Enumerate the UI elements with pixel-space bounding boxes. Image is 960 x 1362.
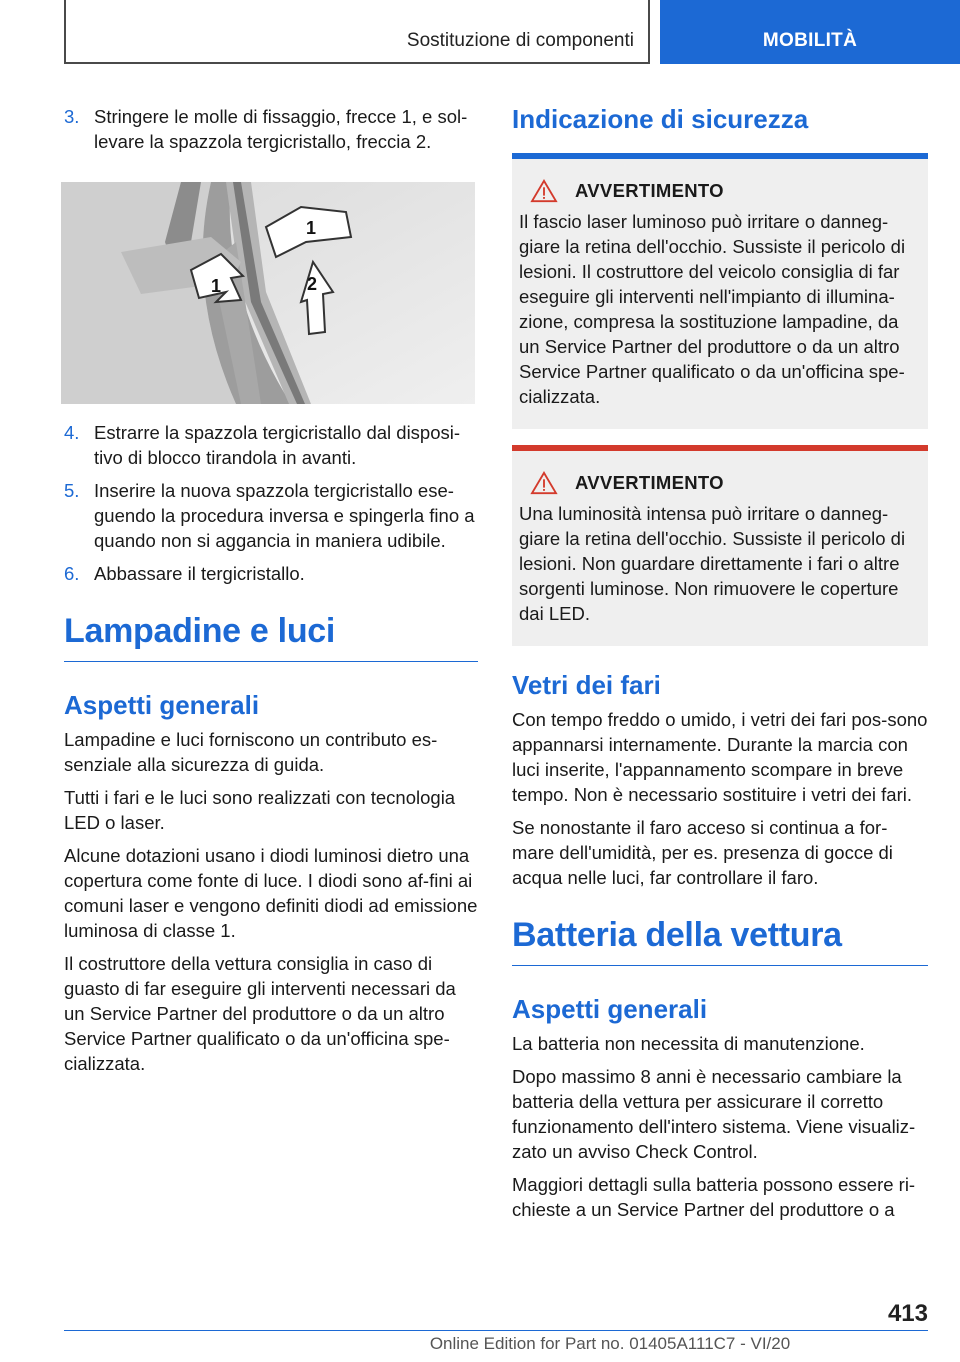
step-text: Stringere le molle di fissaggio, frecce 1, e sol-levare la spazzola tergicristallo, freccia 2.	[94, 106, 468, 152]
right-column	[512, 104, 928, 1230]
paragraph: Tutti i fari e le luci sono realizzati con tecnologia LED o laser.	[64, 787, 456, 833]
warning-text: Il fascio laser luminoso può irritare o danneg-giare la retina dell'occhio. Sussiste il pericolo di lesioni. Il costruttore del veicolo consiglia di far eseguire gli interventi nell'impianto di illumina-zione, compresa la sostituzione lampadine, da un Service Partner del produttore o da un altro Service Partner qualificato o da un'officina spe-cializzata.	[519, 211, 906, 407]
page-number: 413	[887, 1300, 928, 1327]
warning-header	[519, 179, 920, 203]
warning-title: AVVERTIMENTO	[575, 180, 724, 201]
arrow-label-2: 2	[307, 274, 318, 294]
arrow-label-1b: 1	[306, 218, 317, 238]
header-section-title: Sostituzione di componenti	[406, 30, 634, 51]
paragraph: Alcune dotazioni usano i diodi luminosi dietro una copertura come fonte di luce. I diodi sono af-fini ai comuni laser e vengono definiti diodi ad emissione luminosa di classe 1.	[64, 845, 478, 941]
paragraph: La batteria non necessita di manutenzione.	[512, 1033, 865, 1054]
section-heading-aspetti-generali-batteria: Aspetti generali	[512, 994, 708, 1024]
paragraph: Dopo massimo 8 anni è necessario cambiare la batteria della vettura per assicurare il corretto funzionamento dell'intero sistema. Viene visualiz-zato un avviso Check Control.	[512, 1066, 916, 1162]
chapter-heading-batteria: Batteria della vettura	[512, 916, 928, 966]
wiper-blade-illustration	[61, 182, 475, 404]
warning-text: Una luminosità intensa può irritare o danneg-giare la retina dell'occhio. Sussiste il pericolo di lesioni. Non guardare direttamente i fari o altre sorgenti luminose. Non rimuovere le coperture dai LED.	[519, 503, 906, 624]
warning-triangle-icon	[529, 179, 559, 203]
step-text: Abbassare il tergicristallo.	[94, 563, 305, 584]
arrow-label-1a: 1	[211, 276, 222, 296]
paragraph: Il costruttore della vettura consiglia in caso di guasto di far eseguire gli interventi necessari da un Service Partner del produttore o da un altro Service Partner qualificato o da un'officina spe-cializzata.	[64, 953, 456, 1074]
section-heading-vetri-dei-fari: Vetri dei fari	[512, 670, 661, 700]
section-heading-sicurezza: Indicazione di sicurezza	[512, 104, 928, 159]
section-heading-aspetti-generali: Aspetti generali	[64, 690, 260, 720]
header-chapter-tab[interactable]	[660, 0, 960, 64]
step-text: Estrarre la spazzola tergicristallo dal disposi-tivo di blocco tirandola in avanti.	[94, 422, 461, 468]
step-item	[64, 104, 478, 154]
paragraph: Se nonostante il faro acceso si continua a for-mare dell'umidità, per es. presenza di gocce di acqua nelle luci, far controllare il faro.	[512, 817, 893, 888]
step-item	[64, 561, 478, 586]
step-text: Inserire la nuova spazzola tergicristallo ese-guendo la procedura inversa e spingerla fino a quando non si aggancia in maniera udibile.	[94, 480, 475, 551]
step-number: 4.	[64, 422, 80, 443]
step-number: 3.	[64, 106, 80, 127]
header-section-box	[64, 0, 650, 64]
paragraph: Maggiori dettagli sulla batteria possono essere ri-chieste a un Service Partner del produttore o a	[512, 1174, 916, 1220]
footer-edition: Online Edition for Part no. 01405A111C7 - VI/20	[429, 1334, 791, 1353]
warning-box	[512, 445, 928, 646]
warning-header	[519, 471, 920, 495]
warning-triangle-icon	[529, 471, 559, 495]
warning-box	[512, 159, 928, 429]
header-chapter-label: MOBILITÀ	[762, 30, 858, 51]
footer-divider	[64, 1330, 928, 1331]
left-column	[64, 104, 478, 1084]
warning-title: AVVERTIMENTO	[575, 472, 724, 493]
step-item	[64, 478, 478, 553]
step-number: 6.	[64, 563, 80, 584]
paragraph: Con tempo freddo o umido, i vetri dei fari pos-sono appannarsi internamente. Durante la marcia con luci inserite, l'appannamento scompare in breve tempo. Non è necessario sostituire i vetri dei fari.	[512, 709, 928, 805]
step-item	[64, 420, 478, 470]
paragraph: Lampadine e luci forniscono un contributo es-senziale alla sicurezza di guida.	[64, 729, 438, 775]
wiper-blade-photo	[61, 182, 475, 404]
chapter-heading-lampadine: Lampadine e luci	[64, 612, 478, 662]
step-number: 5.	[64, 480, 80, 501]
